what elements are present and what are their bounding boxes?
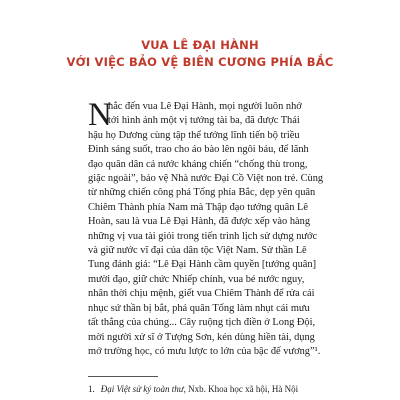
paragraph-line: những vị vua tài giỏi trong tiến trình lịch sử dựng nước xyxy=(88,230,318,242)
paragraph-line: hậu họ Dương cùng tập thể tướng lĩnh tiến bộ triều xyxy=(88,129,300,141)
paragraph-line: tới hình ảnh một vị tướng tài ba, đã được Thái xyxy=(108,115,300,127)
paragraph-line: nhân thời chịu mệnh, giết vua Chiêm Thành để rửa cái xyxy=(88,288,315,300)
chapter-title-line-2: VỚI VIỆC BẢO VỆ BIÊN CƯƠNG PHÍA BẮC xyxy=(66,55,334,69)
paragraph-line: hắc đến vua Lê Đại Hành, mọi người luôn nhớ xyxy=(108,101,302,112)
footnote-number: 1. xyxy=(88,384,95,394)
chapter-title-line-1: VUA LÊ ĐẠI HÀNH xyxy=(141,38,259,52)
paragraph-line: mở trường học, có mưu lược to lớn của bậc đế vương”¹. xyxy=(88,345,321,357)
paragraph-line: mười đạo, giữ chức Nhiếp chính, vua bé nước nguy, xyxy=(88,273,305,285)
paragraph-line: tất thắng của chúng... Cây ruộng tịch điền ở Long Đội, xyxy=(88,317,316,329)
footnote-publisher: , Nxb. Khoa học xã hội, Hà Nội xyxy=(183,384,299,394)
paragraph-line: giặc ngoài”, bảo vệ Nhà nước Đại Cồ Việt non trẻ. Cùng xyxy=(88,173,324,185)
footnote xyxy=(88,384,358,395)
paragraph-line: Chiêm Thành phía Nam mà Thập đạo tướng quân Lê xyxy=(88,201,308,213)
footnote-source-title: Đại Việt sử ký toàn thư xyxy=(100,384,184,394)
paragraph-line: đạo quân dân cả nước kháng chiến “chống thù trong, xyxy=(88,158,308,170)
body-paragraph xyxy=(88,97,343,359)
paragraph-line: Đinh sáng suốt, trao cho áo bào lên ngôi báu, để lãnh xyxy=(88,144,309,156)
paragraph-line: Tung đánh giá: “Lê Đại Hành cầm quyền [tướng quân] xyxy=(88,259,317,271)
drop-cap: N xyxy=(88,97,112,133)
paragraph-line: mời người xử sĩ ở Tượng Sơn, kén dùng hiền tài, dụng xyxy=(88,331,315,343)
footnote-divider xyxy=(88,376,158,377)
paragraph-line: từ những chiến công phá Tống phía Bắc, dẹp yên quân xyxy=(88,187,316,199)
paragraph-line: và giữ nước vĩ đại của dân tộc Việt Nam. Sử thần Lê xyxy=(88,245,307,257)
paragraph-line: Hoàn, sau là vua Lê Đại Hành, đã được xếp vào hàng xyxy=(88,216,311,228)
paragraph-line: nhục sứ thần bị bắt, phá quân Tống làm nhụt cái mưu xyxy=(88,302,310,314)
